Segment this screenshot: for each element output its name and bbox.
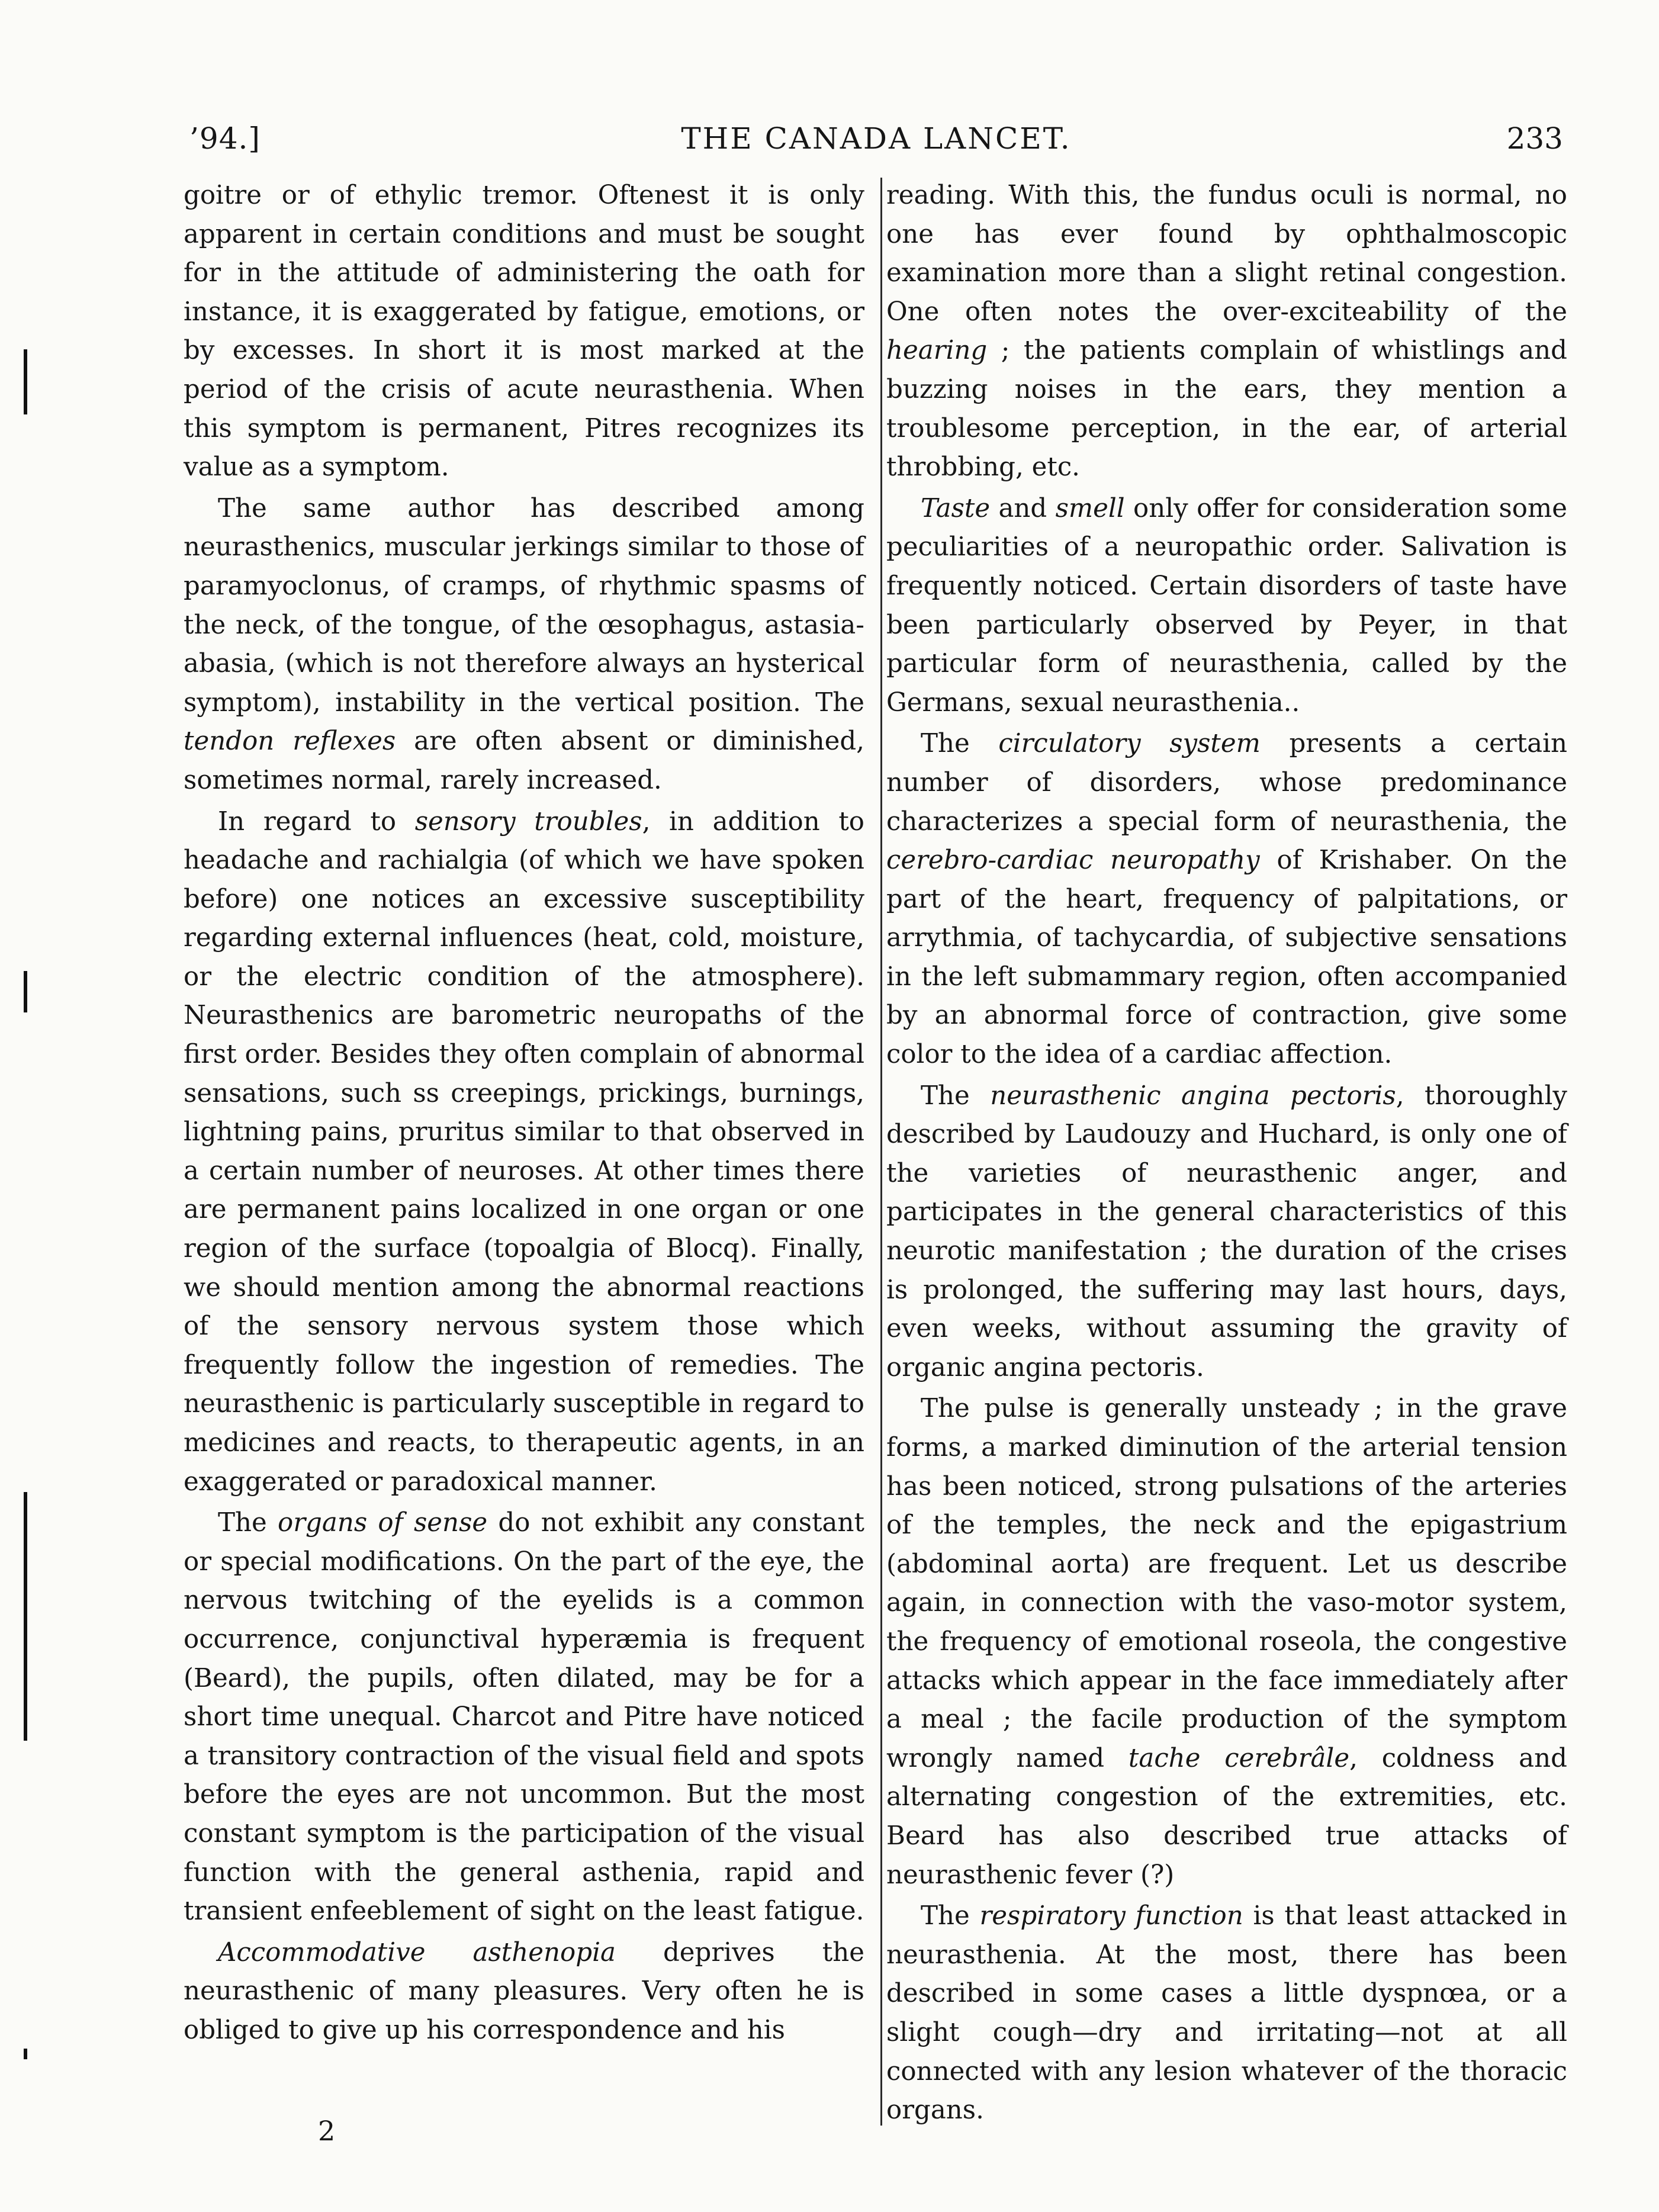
text-run: , in addition to headache and rachialgia (of which we have spoken before) one notices an excessive susceptibility regarding external influences (heat, cold, moisture, or the electric condition of the atmosphere). Neurasthenics are barometric neuropaths of the first order. Besides they often complain of abnormal sensations, such ss creepings, prickings, burnings, lightning pains, pruritus similar to that observed in a certain number of neuroses. At other times there are permanent pains localized in one organ or one region of the surface (topoalgia of Blocq). Finally, we should mention among the abnormal reactions of the sensory nervous system those which frequently follow the ingestion of remedies. The neurasthenic is particularly susceptible in regard to medicines and reacts, to therapeutic agents, in an exaggerated or paradoxical manner. (184, 806, 864, 1497)
italic-term: cerebro-cardiac neuropathy (886, 845, 1260, 876)
paragraph (886, 725, 1567, 1074)
italic-term: Accommodative asthenopia (218, 1937, 616, 1967)
paragraph (886, 176, 1567, 487)
text-run: and (990, 493, 1056, 523)
italic-term: neurasthenic angina pectoris (990, 1081, 1396, 1111)
left-column (184, 176, 864, 2053)
text-run: do not exhibit any constant or special modifications. On the part of the eye, the nervous twitching of the eyelids is a common occurrence, conjunctival hyperæmia is frequent (Beard), the pupils, often dilated, may be for a short time unequal. Charcot and Pitre have noticed a transitory contraction of the visual field and spots before the eyes are not uncommon. But the most constant symptom is the participation of the visual function with the general asthenia, rapid and transient enfeeblement of sight on the least fatigue. (184, 1508, 864, 1927)
header-year: ’94.] (189, 121, 261, 156)
text-run: The (921, 1901, 980, 1931)
paragraph (184, 1504, 864, 1931)
margin-mark (24, 349, 27, 414)
text-run: , thoroughly described by Laudouzy and Huchard, is only one of the varieties of neurasthenic anger, and participates in the general characteristics of this neurotic manifestation ; the duration of the crises is prolonged, the suffering may last hours, days, even weeks, without assuming the gravity of organic angina pectoris. (886, 1081, 1567, 1382)
margin-mark (24, 1492, 27, 1741)
text-run: deprives the neurasthenic of many pleasures. Very often he is obliged to give up his correspondence and his (184, 1937, 864, 2045)
italic-term: tache cerebrâle (1128, 1743, 1350, 1773)
italic-term: respiratory function (979, 1901, 1243, 1931)
italic-term: sensory troubles (414, 806, 642, 837)
text-run: In regard to (218, 806, 415, 837)
text-run: is that least attacked in neurasthenia. At the most, there has been described in some cases a little dyspnœa, or a slight cough—dry and irritating—not at all connected with any lesion whatever of the thoracic organs. (886, 1901, 1568, 2126)
italic-term: hearing (886, 336, 988, 366)
right-column (886, 176, 1567, 2133)
italic-term: Taste (921, 493, 991, 523)
italic-term: circulatory system (998, 729, 1261, 759)
paragraph (184, 803, 864, 1502)
signature-mark: 2 (318, 2115, 336, 2147)
text-run: goitre or of ethylic tremor. Oftenest it is only apparent in certain conditions and must be sought for in the attitude of administering the oath for instance, it is exaggerated by fatigue, emotions, or by excesses. In short it is most marked at the period of the crisis of acute neurasthenia. When this symptom is permanent, Pitres recognizes its value as a symptom. (184, 181, 864, 483)
text-run: , coldness and alternating congestion of the extremities, etc. Beard has also described true attacks of neurasthenic fever (?) (886, 1743, 1567, 1890)
italic-term: smell (1055, 493, 1125, 523)
text-run: only offer for consideration some peculiarities of a neuropathic order. Salivation is frequently noticed. Certain disorders of taste have been particularly observed by Peyer, in that particular form of neurasthenia, called by the Germans, sexual neurasthenia.. (886, 493, 1567, 718)
paragraph (184, 176, 864, 487)
paragraph (886, 490, 1567, 723)
paragraph (886, 1077, 1567, 1388)
text-run: The pulse is generally unsteady ; in the grave forms, a marked diminution of the arterial tension has been noticed, strong pulsations of the arteries of the temples, the neck and the epigastrium (abdominal aorta) are frequent. Let us describe again, in connection with the vaso-motor system, the frequency of emotional roseola, the congestive attacks which appear in the face immediately after a meal ; the facile production of the symptom wrongly named (886, 1394, 1567, 1773)
text-run: of Krishaber. On the part of the heart, frequency of palpitations, or arrythmia, of tachycardia, of subjective sensations in the left submammary region, often accompanied by an abnormal force of contraction, give some color to the idea of a cardiac affection. (886, 845, 1567, 1070)
margin-mark (24, 971, 27, 1012)
text-run: The (921, 729, 999, 759)
paragraph (184, 490, 864, 800)
margin-mark (24, 2049, 27, 2059)
text-run: The same author has described among neurasthenics, muscular jerkings similar to those of paramyoclonus, of cramps, of rhythmic spasms of the neck, of the tongue, of the œsophagus, astasia-abasia, (which is not therefore always an hysterical symptom), instability in the vertical position. The (184, 493, 864, 718)
column-divider (880, 178, 882, 2126)
italic-term: tendon reflexes (184, 726, 396, 757)
paragraph (886, 1390, 1567, 1895)
italic-term: organs of sense (278, 1508, 488, 1538)
running-header (189, 121, 1563, 169)
text-run: are often absent or diminished, sometimes normal, rarely increased. (184, 726, 864, 795)
journal-title: THE CANADA LANCET. (681, 121, 1072, 156)
paragraph (184, 1934, 864, 2050)
text-run: ; the patients complain of whistlings and buzzing noises in the ears, they mention a troublesome perception, in the ear, of arterial throbbing, etc. (886, 336, 1567, 483)
paragraph (886, 1897, 1567, 2130)
text-run: presents a certain number of disorders, whose predominance characterizes a special form of neurasthenia, the (886, 729, 1567, 837)
page-number: 233 (1506, 121, 1563, 156)
text-run: The (218, 1508, 278, 1538)
text-run: reading. With this, the fundus oculi is normal, no one has ever found by ophthalmoscopic examination more than a slight retinal congestion. One often notes the over-exciteability of the (886, 181, 1567, 327)
text-run: The (921, 1081, 991, 1111)
